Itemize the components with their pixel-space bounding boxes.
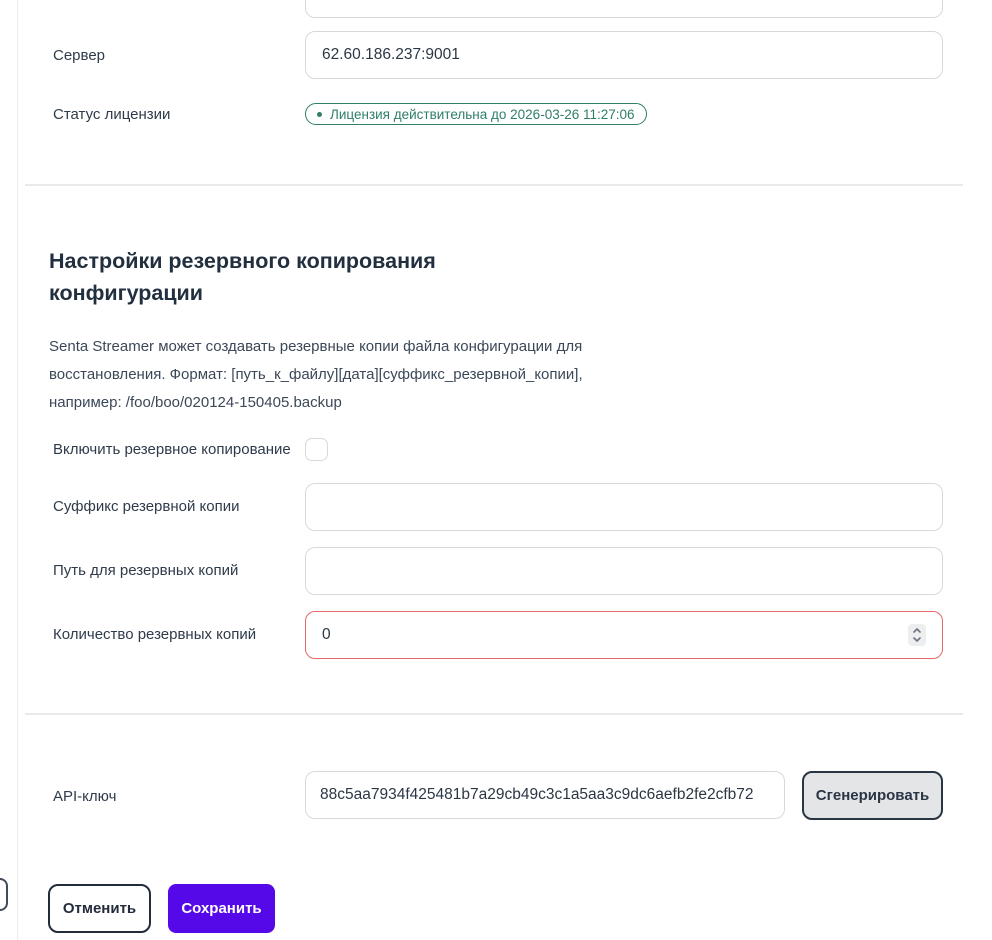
backup-section-title: Настройки резервного копирования конфигурации	[49, 249, 436, 305]
section-divider	[25, 713, 963, 715]
edge-clipped-toggle[interactable]	[0, 878, 8, 911]
save-button[interactable]: Сохранить	[168, 884, 275, 933]
server-label: Сервер	[53, 47, 106, 64]
panel-left-border	[17, 0, 18, 940]
backup-section-description: Senta Streamer может создавать резервные копии файла конфигурации для восстановления. Формат: [путь_к_файлу][дата][суффикс_резервной_копии], например: /foo/boo/020124-150405.backup	[49, 338, 583, 411]
server-input[interactable]	[305, 31, 943, 79]
api-key-label: API-ключ	[53, 788, 117, 805]
section-divider	[25, 184, 963, 186]
license-status-label: Статус лицензии	[53, 106, 171, 123]
backup-path-label: Путь для резервных копий	[53, 562, 239, 579]
enable-backup-label: Включить резервное копирование	[53, 441, 291, 458]
backup-suffix-input[interactable]	[305, 483, 943, 531]
enable-backup-checkbox[interactable]	[305, 438, 328, 461]
status-dot-icon	[317, 112, 322, 117]
number-stepper-icon[interactable]	[908, 624, 926, 646]
license-badge-text: Лицензия действительна до 2026-03-26 11:27:06	[330, 106, 635, 122]
backup-suffix-label: Суффикс резервной копии	[53, 498, 240, 515]
backup-count-label: Количество резервных копий	[53, 626, 257, 643]
backup-count-field	[305, 611, 943, 659]
clipped-top-input[interactable]	[305, 0, 943, 18]
api-key-input[interactable]	[305, 771, 785, 819]
backup-path-input[interactable]	[305, 547, 943, 595]
cancel-button[interactable]: Отменить	[48, 884, 151, 933]
generate-api-key-button[interactable]: Сгенерировать	[802, 771, 943, 820]
license-status-badge	[305, 103, 647, 125]
backup-count-input[interactable]	[305, 611, 943, 659]
